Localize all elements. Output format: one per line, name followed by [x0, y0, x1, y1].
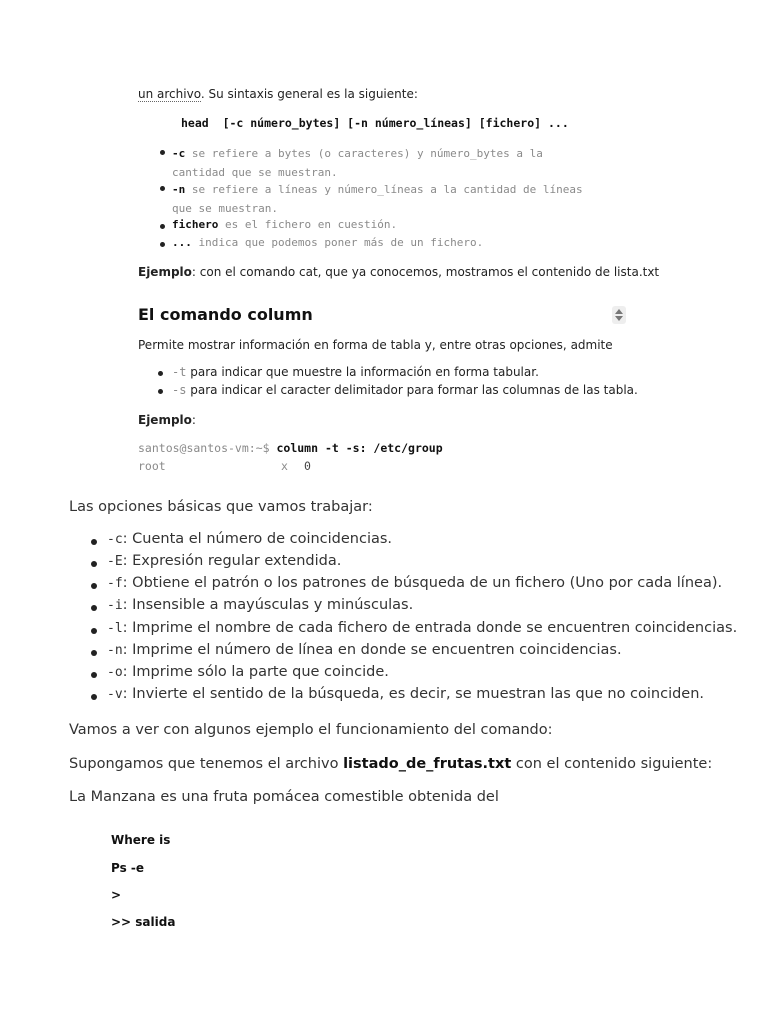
bullet-icon	[158, 371, 163, 376]
column-option-t: -t para indicar que muestre la información en forma tabular.	[172, 365, 539, 379]
intro-line: un archivo. Su sintaxis general es la siguiente:	[138, 87, 418, 101]
bullet-icon	[91, 583, 97, 589]
terminal-output-col1: root	[138, 459, 166, 473]
grep-option-c: -c: Cuenta el número de coincidencias.	[107, 531, 393, 547]
bullet-icon	[91, 561, 97, 567]
head-option-fichero: fichero es el fichero en cuestión.	[172, 218, 398, 231]
note-append: >> salida	[111, 915, 176, 929]
note-redirect: >	[111, 888, 122, 902]
bullet-icon	[91, 605, 97, 611]
terminal-output-col3: 0	[304, 459, 311, 473]
column-example-label: Ejemplo:	[138, 413, 196, 427]
head-option-c: -c se refiere a bytes (o caracteres) y número_bytes a la cantidad que se muestran.	[172, 147, 543, 179]
note-where-is: Where is	[111, 833, 171, 847]
grep-option-o: -o: Imprime sólo la parte que coincide.	[107, 664, 389, 680]
bullet-icon	[160, 224, 165, 229]
bullet-icon	[160, 150, 165, 155]
grep-option-v: -v: Invierte el sentido de la búsqueda, es decir, se muestran las que no coinciden.	[107, 686, 705, 702]
intro-link[interactable]: un archivo	[138, 87, 201, 101]
sort-icon[interactable]	[612, 306, 626, 324]
bullet-icon	[91, 650, 97, 656]
example-cat: Ejemplo: con el comando cat, que ya conocemos, mostramos el contenido de lista.txt	[138, 265, 660, 279]
grep-option-E: -E: Expresión regular extendida.	[107, 553, 342, 569]
head-option-n: -n se refiere a líneas y número_líneas a la cantidad de líneas que se muestran.	[172, 183, 583, 215]
bullet-icon	[158, 389, 163, 394]
bullet-icon	[91, 628, 97, 634]
column-heading: El comando column	[138, 305, 313, 324]
terminal-output-col2: x	[281, 459, 288, 473]
bullet-icon	[91, 672, 97, 678]
bullet-icon	[160, 186, 165, 191]
note-ps: Ps -e	[111, 861, 145, 875]
terminal-command-line: santos@santos-vm:~$ column -t -s: /etc/group	[138, 441, 443, 455]
bullet-icon	[160, 242, 165, 247]
grep-option-l: -l: Imprime el nombre de cada fichero de entrada donde se encuentren coincidencias.	[107, 620, 738, 636]
grep-paragraph-2: Supongamos que tenemos el archivo listado_de_frutas.txt con el contenido siguiente:	[69, 756, 713, 772]
grep-paragraph-1: Vamos a ver con algunos ejemplo el funcionamiento del comando:	[69, 722, 553, 738]
grep-option-i: -i: Insensible a mayúsculas y minúsculas.	[107, 597, 414, 613]
grep-intro: Las opciones básicas que vamos trabajar:	[69, 499, 373, 515]
bullet-icon	[91, 694, 97, 700]
column-option-s: -s para indicar el caracter delimitador para formar las columnas de las tabla.	[172, 383, 638, 397]
head-option-dots: ... indica que podemos poner más de un fichero.	[172, 236, 484, 249]
column-description: Permite mostrar información en forma de tabla y, entre otras opciones, admite	[138, 338, 613, 352]
bullet-icon	[91, 539, 97, 545]
grep-paragraph-3: La Manzana es una fruta pomácea comestible obtenida del	[69, 789, 499, 805]
head-syntax: head [-c número_bytes] [-n número_líneas] [fichero] ...	[181, 116, 569, 130]
grep-option-f: -f: Obtiene el patrón o los patrones de búsqueda de un fichero (Uno por cada línea).	[107, 575, 723, 591]
grep-option-n: -n: Imprime el número de línea en donde se encuentren coincidencias.	[107, 642, 622, 658]
